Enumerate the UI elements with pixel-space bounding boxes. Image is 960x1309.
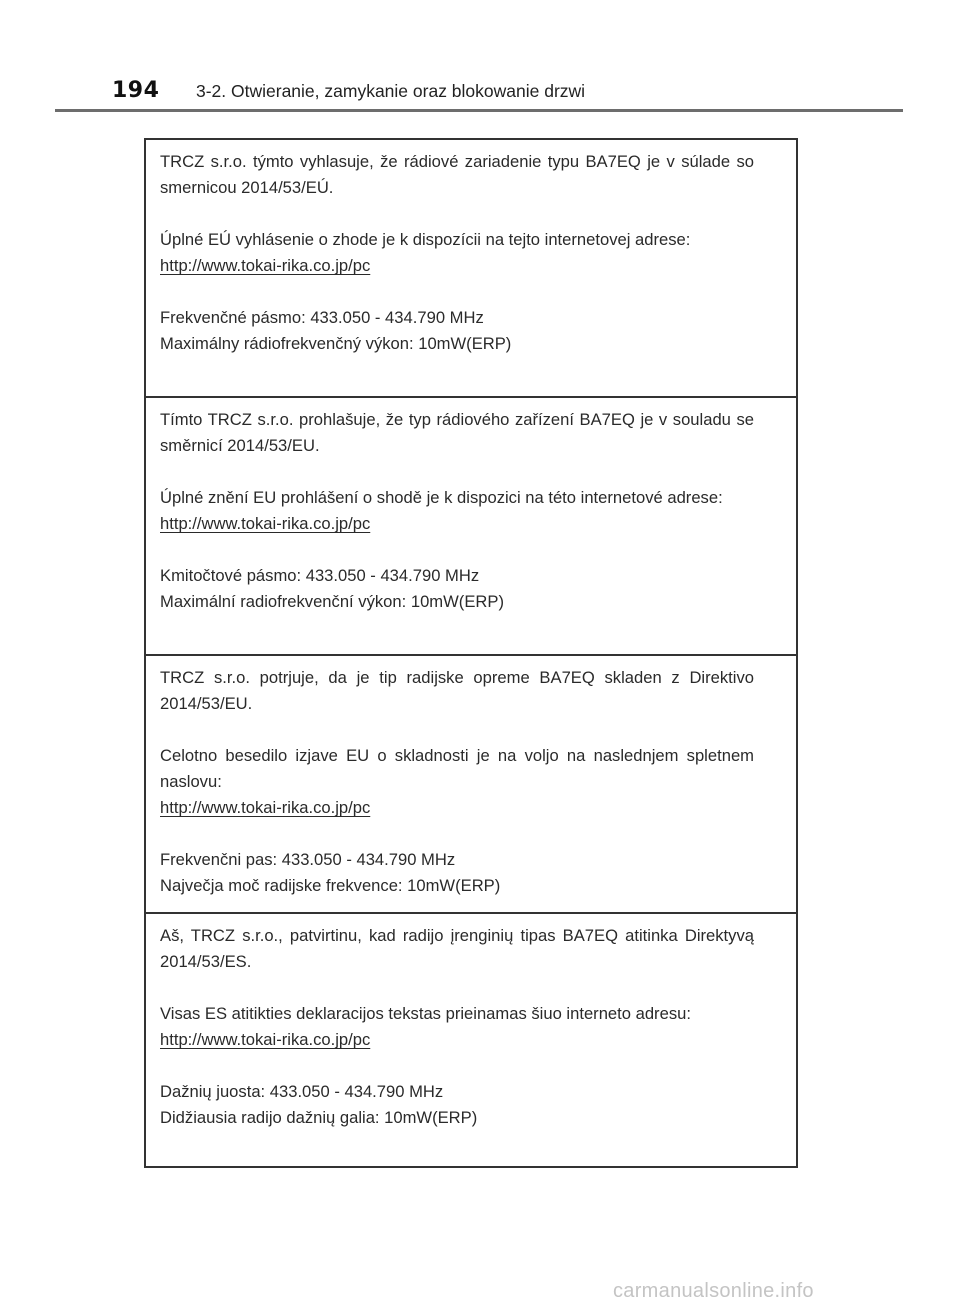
declaration-notice: Visas ES atitikties deklaracijos tekstas prieinamas šiuo interneto adresu: (160, 1004, 691, 1023)
declaration-statement: Tímto TRCZ s.r.o. prohlašuje, že typ rádiového zařízení BA7EQ je v souladu se směrnicí 2014/53/EU. (160, 410, 754, 455)
page-header (112, 78, 585, 108)
max-power: Največja moč radijske frekvence: 10mW(ERP) (160, 876, 501, 895)
frequency-band: Dažnių juosta: 433.050 - 434.790 MHz (160, 1082, 444, 1101)
declaration-statement: Aš, TRCZ s.r.o., patvirtinu, kad radijo įrenginių tipas BA7EQ atitinka Direktyvą 2014/53/ES. (160, 926, 754, 971)
max-power: Didžiausia radijo dažnių galia: 10mW(ERP) (160, 1108, 478, 1127)
declaration-statement: TRCZ s.r.o. potrjuje, da je tip radijske opreme BA7EQ skladen z Direktivo 2014/53/EU. (160, 668, 754, 713)
frequency-band: Frekvenčni pas: 433.050 - 434.790 MHz (160, 850, 456, 869)
declaration-cell-czech (146, 398, 796, 656)
declaration-notice: Úplné znění EU prohlášení o shodě je k dispozici na této internetové adrese: (160, 488, 723, 507)
declaration-url-link[interactable]: http://www.tokai-rika.co.jp/pc (160, 514, 371, 533)
page-number: 194 (112, 78, 160, 103)
declaration-url-link[interactable]: http://www.tokai-rika.co.jp/pc (160, 798, 371, 817)
declaration-url-link[interactable]: http://www.tokai-rika.co.jp/pc (160, 1030, 371, 1049)
site-watermark: carmanualsonline.info (613, 1280, 814, 1302)
frequency-band: Frekvenčné pásmo: 433.050 - 434.790 MHz (160, 308, 484, 327)
declaration-table (144, 138, 798, 1168)
declaration-cell-slovenian (146, 656, 796, 914)
declaration-url-link[interactable]: http://www.tokai-rika.co.jp/pc (160, 256, 371, 275)
max-power: Maximální radiofrekvenční výkon: 10mW(ERP) (160, 592, 504, 611)
declaration-notice: Úplné EÚ vyhlásenie o zhode je k dispozícii na tejto internetovej adrese: (160, 230, 691, 249)
declaration-cell-slovak (146, 140, 796, 398)
declaration-notice: Celotno besedilo izjave EU o skladnosti je na voljo na naslednjem spletnem naslovu: (160, 746, 754, 791)
frequency-band: Kmitočtové pásmo: 433.050 - 434.790 MHz (160, 566, 480, 585)
declaration-cell-lithuanian (146, 914, 796, 1166)
section-title: 3-2. Otwieranie, zamykanie oraz blokowanie drzwi (196, 81, 586, 101)
declaration-statement: TRCZ s.r.o. týmto vyhlasuje, že rádiové zariadenie typu BA7EQ je v súlade so smernicou 2014/53/EÚ. (160, 152, 754, 197)
header-divider (55, 109, 903, 112)
max-power: Maximálny rádiofrekvenčný výkon: 10mW(ERP) (160, 334, 512, 353)
